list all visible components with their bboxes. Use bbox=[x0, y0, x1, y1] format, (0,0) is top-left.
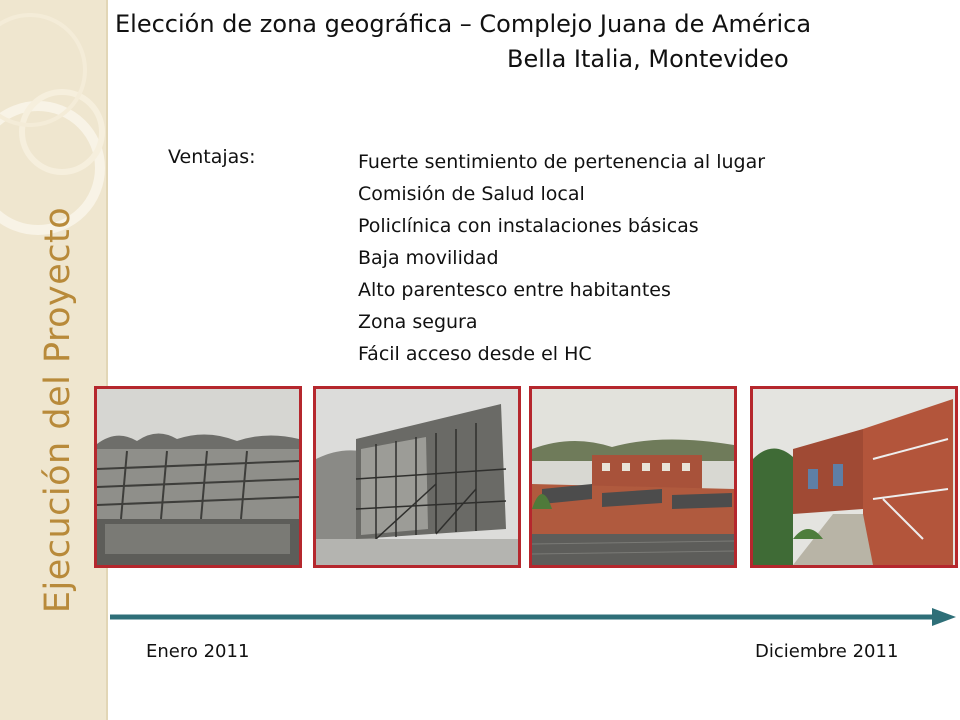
photo-brick-housing bbox=[529, 386, 737, 568]
advantage-item: Alto parentesco entre habitantes bbox=[358, 279, 671, 301]
timeline-start-date: Enero 2011 bbox=[146, 641, 250, 662]
sidebar bbox=[0, 0, 108, 720]
timeline-arrow bbox=[110, 602, 956, 632]
advantages-list bbox=[358, 146, 765, 370]
advantage-item: Comisión de Salud local bbox=[358, 183, 585, 205]
sidebar-title: Ejecución del Proyecto bbox=[38, 206, 78, 614]
photo-housing-walkway bbox=[750, 386, 958, 568]
advantage-item: Baja movilidad bbox=[358, 247, 499, 269]
advantages-label: Ventajas: bbox=[168, 146, 256, 168]
advantage-item: Fuerte sentimiento de pertenencia al lugar bbox=[358, 151, 766, 173]
advantage-item: Zona segura bbox=[358, 311, 478, 333]
photo-building-structure bbox=[313, 386, 521, 568]
page-title-line-2: Bella Italia, Montevideo bbox=[507, 45, 789, 73]
advantage-item: Policlínica con instalaciones básicas bbox=[358, 215, 699, 237]
page-title-line-1: Elección de zona geográfica – Complejo Juana de América bbox=[115, 10, 812, 38]
advantage-item: Fácil acceso desde el HC bbox=[358, 343, 592, 365]
timeline-end-date: Diciembre 2011 bbox=[755, 641, 899, 662]
photo-construction-foundations bbox=[94, 386, 302, 568]
